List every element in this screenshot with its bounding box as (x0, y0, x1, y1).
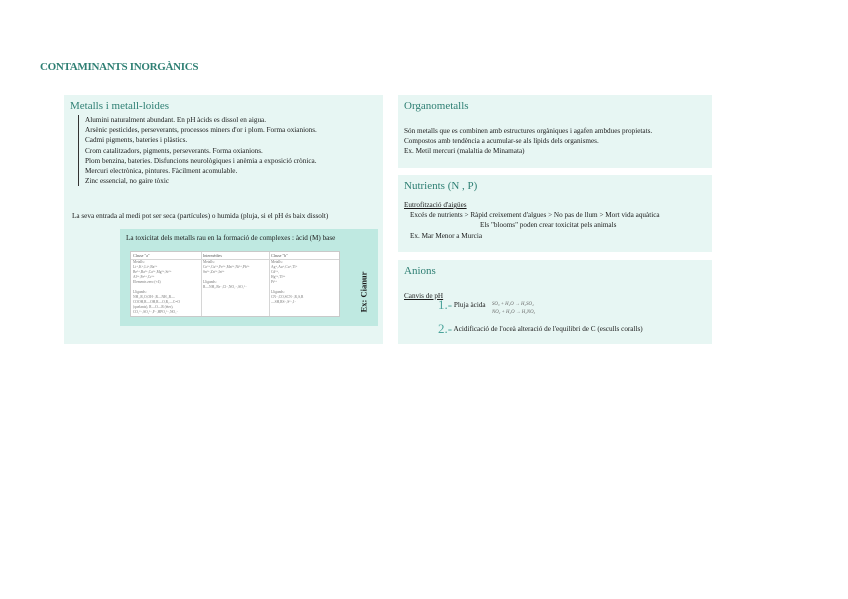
cyanide-example-label: Ex: Cianur (358, 271, 369, 313)
table-cell: Cd²⁺, (271, 270, 280, 274)
table-cell: —SH,RS⁻,S²⁻,I⁻ (271, 300, 297, 304)
toxicity-panel (120, 229, 378, 326)
metal-item: Mercuri electrònica, pintures. Fàcilment acomulable. (85, 167, 238, 176)
ligand-classification-table (130, 251, 340, 317)
nutrients-subheading: Eutrofització d'aigües (404, 201, 467, 209)
table-cell: Lligands: (203, 280, 217, 284)
acid-rain-item (438, 297, 486, 313)
metals-section (64, 95, 383, 344)
metal-item: Arsènic pesticides, perseverants, processos miners d'or i plom. Forma oxianions. (85, 126, 317, 135)
item-number: 2.- (438, 321, 453, 337)
table-cell: Lligands: (271, 290, 285, 294)
table-cell: Sn²⁺,Zn²⁺,In³⁺ (203, 270, 225, 274)
metals-entry-note: La seva entrada al medi pot ser seca (partícules) o humida (pluja, si el pH és baix dissolt) (72, 212, 329, 220)
acid-rain-formulas (492, 301, 535, 317)
metal-item: Alumini naturalment abundant. En pH àcids es dissol en aigua. (85, 116, 267, 124)
text-line: Ex. Mar Menor a Murcia (410, 231, 483, 240)
table-column-class-b (269, 252, 339, 316)
metal-item: Cadmi pigments, bateries i plàstics. (85, 136, 188, 145)
text-line: Compostos amb tendència a acumular-se als lípids dels organismes. (404, 137, 599, 146)
metals-heading: Metalls i metall-loides (70, 100, 169, 112)
table-column-intermediate (201, 252, 270, 316)
table-cell: Pt²⁺ (271, 280, 277, 284)
item-text: Pluja àcida (453, 301, 486, 309)
metals-list (78, 115, 317, 186)
table-cell: (quelants), R—O—R (éter), (133, 305, 174, 309)
metal-item: Plom benzina, bateries. Disfuncions neurològiques i anèmia a exposició crònica. (85, 156, 317, 165)
text-line: Són metalls que es combinen amb estructures orgàniques i agafen ambdues propietats. (404, 127, 653, 135)
table-column-class-a (131, 252, 202, 316)
table-cell: COOH,R—OH,R—O,R₂—C=O (133, 300, 180, 304)
table-cell: Hg²⁺,Tl³⁺ (271, 275, 286, 279)
table-cell: Co²⁺,Cu²⁺,Fe²⁺,Mn²⁺,Ni²⁺,Pb²⁺ (203, 265, 250, 269)
organometalls-section (398, 95, 712, 168)
table-cell: Ag⁺,Au⁺,Cu⁺,Tl⁺ (271, 265, 298, 269)
nutrients-text (404, 200, 660, 241)
formula: NO₂ + H₂O → H₂NO₃ (492, 310, 536, 315)
toxicity-title: La toxicitat dels metalls rau en la formació de complexes : àcid (M) base (126, 234, 336, 242)
text-line: Els "blooms" poden crear toxicitat pels animals (480, 221, 617, 230)
ocean-acidification-item (438, 321, 643, 337)
table-cell: R—NH₂,Br⁻,Cl⁻,NO₂⁻,SO₃²⁻ (203, 285, 247, 289)
table-cell: Be²⁺,Ba²⁺,Ca²⁺,Mg²⁺,Sr²⁺ (133, 270, 172, 274)
text-line: Excés de nutrients > Ràpid creixement d'algues > No pas de llum > Mort vida aquàtica (410, 211, 660, 220)
table-cell: Elements zero (+4) (133, 280, 161, 284)
metal-item: Zinc essencial, no gaire tòxic (85, 177, 170, 186)
anions-section (398, 260, 712, 344)
table-cell: CO₃²⁻,SO₄²⁻,F⁻,HPO₄²⁻,NO₃⁻ (133, 310, 179, 314)
table-cell: CN⁻,CO,SCN⁻,R₂S,R (271, 295, 304, 299)
formula: SO₃ + H₂O → H₂SO₄ (492, 302, 534, 307)
anions-heading: Anions (404, 265, 436, 277)
nutrients-section (398, 175, 712, 252)
organometalls-heading: Organometalls (404, 100, 469, 112)
text-line: Ex. Metil mercuri (malaltia de Minamata) (404, 147, 525, 156)
table-cell: Metalls: (203, 260, 215, 264)
page-title: CONTAMINANTS INORGÀNICS (40, 61, 199, 73)
anions-subheading: Canvis de pH (404, 292, 444, 300)
table-cell: Metalls: (133, 260, 145, 264)
column-header: Classe "b" (269, 252, 339, 260)
table-cell: Al³⁺,Fe³⁺,Cr³⁺ (133, 275, 155, 279)
table-cell: Metalls: (271, 260, 283, 264)
item-number: 1.- (438, 297, 453, 313)
table-cell: Lligands: (133, 290, 147, 294)
metal-item: Crom catalitzadors, pigments, perseverants. Forma oxianions. (85, 146, 263, 155)
nutrients-heading: Nutrients (N , P) (404, 180, 478, 192)
table-cell: Li⁺,K⁺,Li⁺,Ba²⁺ (133, 265, 158, 269)
item-text: Acidificació de l'oceà alteració de l'equilibri de C (esculls coralls) (453, 325, 643, 333)
column-header: Classe "a" (131, 252, 201, 260)
column-header: Intermèdies (201, 252, 269, 260)
table-cell: NH₃,R₂O,OH⁻,R—NH₂,R— (133, 295, 175, 299)
organometalls-text (404, 126, 652, 157)
